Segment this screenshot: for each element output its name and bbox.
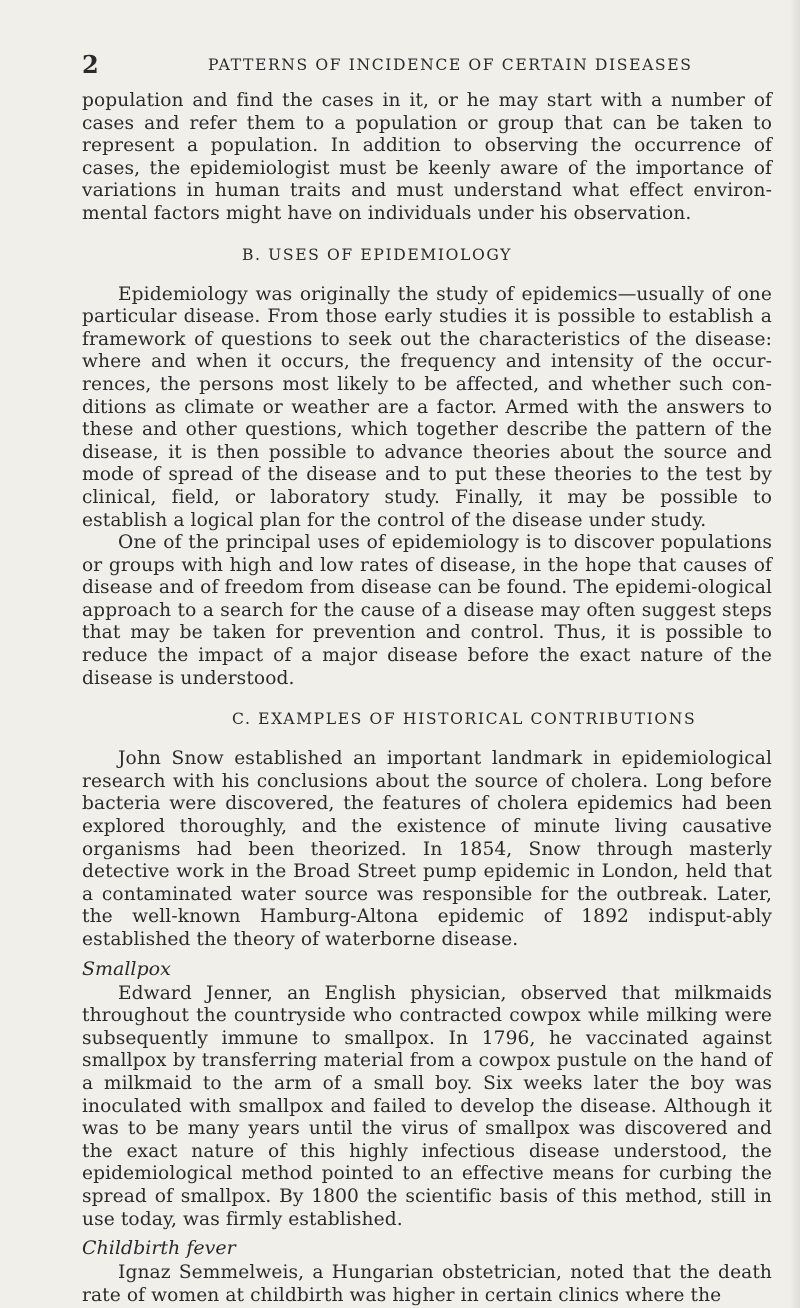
subheading-smallpox: Smallpox: [82, 957, 171, 980]
running-head: [82, 50, 772, 79]
running-head-title: PATTERNS OF INCIDENCE OF CERTAIN DISEASES: [208, 56, 693, 74]
page-edge-shadow: [790, 0, 800, 1308]
paragraph-uses-2: One of the principal uses of epidemiology is to discover populations or groups with high and low rates of disease, in the hope that causes of disease and of freedom from disease can be found. The epidemi-ological approach to a search for the cause of a disease may often suggest steps that may be taken for prevention and control. Thus, it is possible to reduce the impact of a major disease before the exact nature of the disease is understood.: [82, 532, 772, 689]
paragraph-uses-1: Epidemiology was originally the study of epidemics—usually of one particular disease. From those early studies it is possible to establish a framework of questions to seek out the characteristics of the disease: where and when it occurs, the frequency and intensity of the occur-rences, the persons most likely to be affected, and whether such con-ditions as climate or weather are a factor. Armed with the answers to these and other questions, which together describe the pattern of the disease, it is then possible to advance theories about the source and mode of spread of the disease and to put these theories to the test by clinical, field, or laboratory study. Finally, it may be possible to establish a logical plan for the control of the disease under study.: [82, 283, 772, 531]
body-text: [82, 90, 772, 1307]
subheading-childbirth-fever: Childbirth fever: [82, 1237, 236, 1260]
page-number: 2: [82, 50, 99, 79]
paragraph-john-snow: John Snow established an important landmark in epidemiological research with his conclusions about the source of cholera. Long before bacteria were discovered, the features of cholera epidemics had been explored thoroughly, and the existence of minute living causative organisms had been theorized. In 1854, Snow through masterly detective work in the Broad Street pump epidemic in London, held that a contaminated water source was responsible for the outbreak. Later, the well-known Hamburg-Altona epidemic of 1892 indisput-ably established the theory of waterborne disease.: [82, 748, 772, 950]
paragraph-intro: population and find the cases in it, or he may start with a number of cases and refer them to a population or group that can be taken to represent a population. In addition to observing the occurrence of cases, the epidemiologist must be keenly aware of the importance of variations in human traits and must understand what effect environ-mental factors might have on individuals under his observation.: [82, 90, 772, 224]
section-heading-c: C. EXAMPLES OF HISTORICAL CONTRIBUTIONS: [232, 710, 697, 729]
section-heading-b: B. USES OF EPIDEMIOLOGY: [242, 245, 513, 264]
paragraph-childbirth-fever: Ignaz Semmelweis, a Hungarian obstetrician, noted that the death rate of women at childbirth was higher in certain clinics where the: [82, 1262, 772, 1306]
paragraph-smallpox: Edward Jenner, an English physician, observed that milkmaids throughout the countryside who contracted cowpox while milking were subsequently immune to smallpox. In 1796, he vaccinated against smallpox by transferring material from a cowpox pustule on the hand of a milkmaid to the arm of a small boy. Six weeks later the boy was inoculated with smallpox and failed to develop the disease. Although it was to be many years until the virus of smallpox was discovered and the exact nature of this highly infectious disease understood, the epidemiological method pointed to an effective means for curbing the spread of smallpox. By 1800 the scientific basis of this method, still in use today, was firmly established.: [82, 982, 772, 1230]
